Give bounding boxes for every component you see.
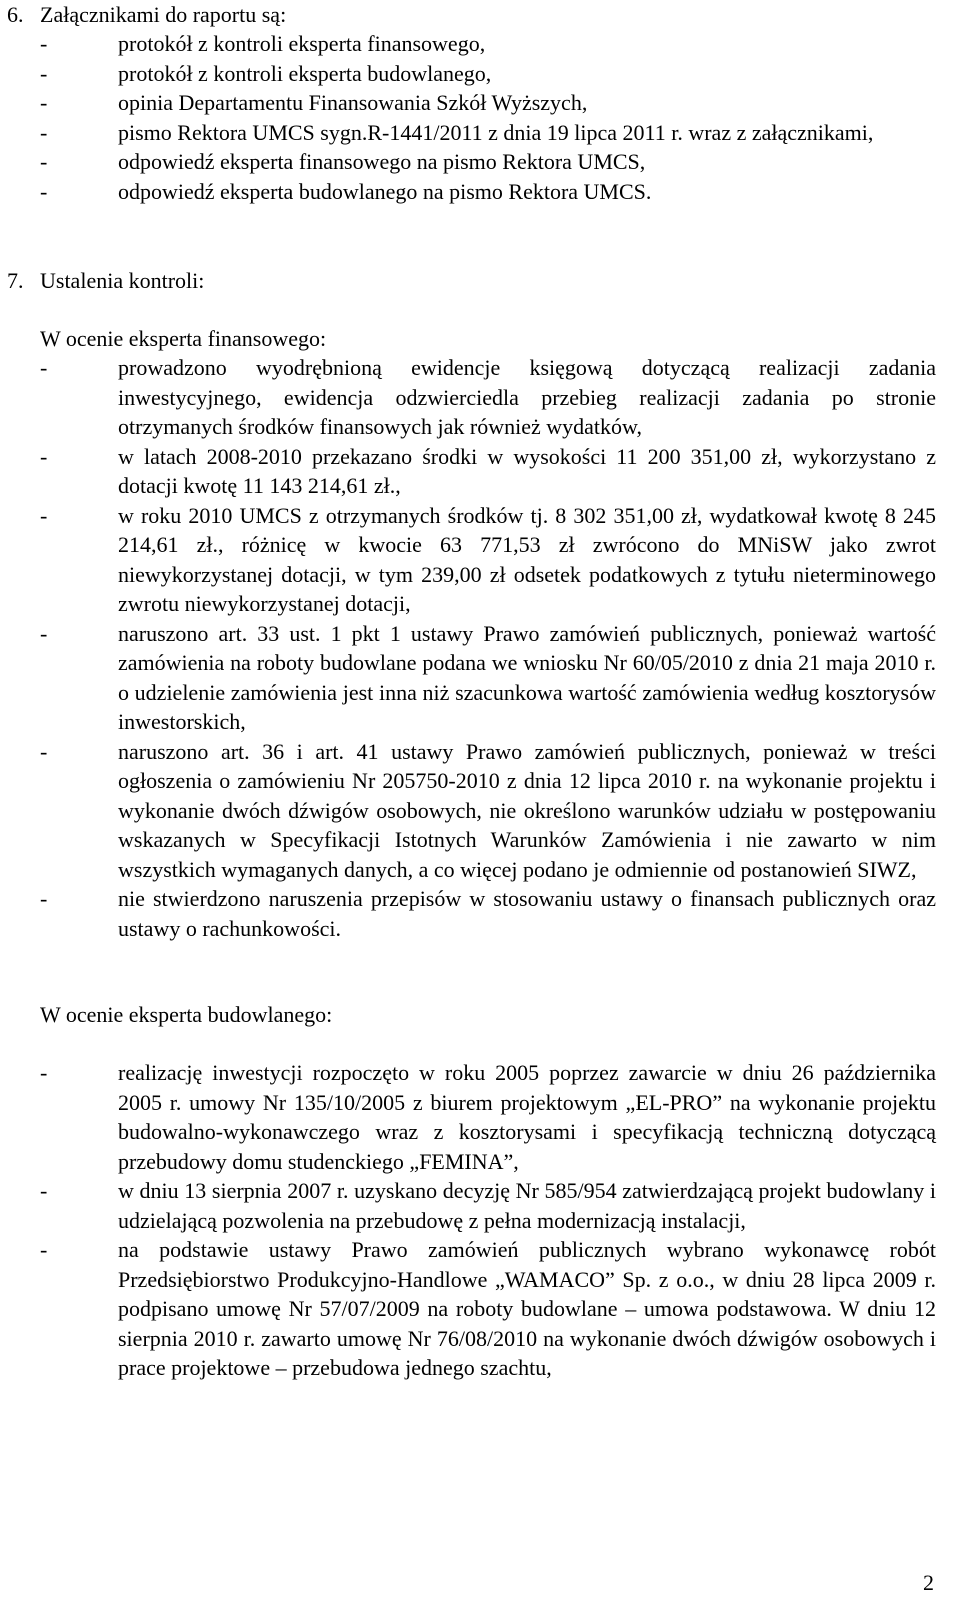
list-item-text: prowadzono wyodrębnioną ewidencje księgową dotyczącą realizacji zadania inwestycyjnego, ewidencja odzwierciedla przebieg realizacji zadania po stronie otrzymanych środków finansowych jak również wydatków, <box>118 355 936 439</box>
financial-expert-findings <box>40 353 936 943</box>
list-dash: - <box>40 1060 48 1085</box>
list-dash: - <box>40 178 48 204</box>
list-item-text: w roku 2010 UMCS z otrzymanych środków tj. 8 302 351,00 zł, wydatkował kwotę 8 245 214,61 zł., różnicę w kwocie 63 771,53 zł zwrócono do MNiSW jako zwrot niewykorzystanej dotacji, w tym 239,00 zł odsetek podatkowych z tytułu nieterminowego zwrotu niewykorzystanej dotacji, <box>118 502 936 616</box>
list-item <box>40 619 936 737</box>
list-item-text: pismo Rektora UMCS sygn.R-1441/2011 z dnia 19 lipca 2011 r. wraz z załącznikami, <box>118 119 874 145</box>
list-item <box>40 1058 936 1176</box>
list-item <box>40 88 936 118</box>
attachments-list <box>40 29 936 206</box>
list-item-text: naruszono art. 36 i art. 41 ustawy Prawo zamówień publicznych, ponieważ w treści ogłoszenia o zamówieniu Nr 205750-2010 z dnia 12 lipca 2010 r. na wykonanie projektu i wykonanie dwóch dźwigów osobowych, nie określono warunków udziału w postępowaniu wskazanych w Specyfikacji Istotnych Warunków Zamówienia i nie zawarto w nim wszystkich wymaganych danych, a co więcej podano je odmiennie od postanowień SIWZ, <box>118 738 936 882</box>
list-item-text: protokół z kontroli eksperta finansowego, <box>118 31 486 56</box>
construction-expert-findings <box>40 1058 936 1383</box>
financial-expert-heading: W ocenie eksperta finansowego: <box>40 326 327 351</box>
page-number: 2 <box>923 1570 934 1595</box>
list-item <box>40 501 936 619</box>
list-item <box>40 1235 936 1383</box>
list-dash: - <box>40 90 48 115</box>
list-dash: - <box>40 31 48 56</box>
list-dash: - <box>40 119 48 145</box>
list-dash: - <box>40 443 48 469</box>
section-7-number: 7. <box>7 268 24 293</box>
list-item <box>40 29 936 59</box>
list-item <box>40 118 936 148</box>
list-item-text: odpowiedź eksperta budowlanego na pismo Rektora UMCS. <box>118 178 652 204</box>
section-7-heading <box>7 266 204 296</box>
construction-expert-heading: W ocenie eksperta budowlanego: <box>40 1002 333 1027</box>
list-item-text: na podstawie ustawy Prawo zamówień publicznych wybrano wykonawcę robót Przedsiębiorstwo Produkcyjno-Handlowe „WAMACO” Sp. z o.o., w dniu 28 lipca 2009 r. podpisano umowę Nr 57/07/2009 na roboty budowlane – umowa podstawowa. W dniu 12 sierpnia 2010 r. zawarto umowę Nr 76/08/2010 na wykonanie dwóch dźwigów osobowych i prace projektowe – przebudowa jednego szachtu, <box>118 1237 936 1380</box>
list-item-text: naruszono art. 33 ust. 1 pkt 1 ustawy Prawo zamówień publicznych, ponieważ wartość zamówienia na roboty budowlane podana we wniosku Nr 60/05/2010 z dnia 21 maja 2010 r. o udzielenie zamówienia jest inna niż szacunkowa wartość zamówienia według kosztorysów inwestorskich, <box>118 620 936 734</box>
list-dash: - <box>40 886 48 911</box>
list-item <box>40 737 936 885</box>
list-dash: - <box>40 738 48 764</box>
list-item <box>40 59 936 89</box>
list-dash: - <box>40 1237 48 1262</box>
list-dash: - <box>40 149 48 174</box>
section-6-heading <box>7 0 286 30</box>
list-item-text: opinia Departamentu Finansowania Szkół Wyższych, <box>118 90 588 115</box>
section-7-title: Ustalenia kontroli: <box>40 268 205 293</box>
section-6-title: Załącznikami do raportu są: <box>40 2 287 27</box>
list-item-text: nie stwierdzono naruszenia przepisów w stosowaniu ustawy o finansach publicznych oraz ustawy o rachunkowości. <box>118 886 936 941</box>
list-item-text: w latach 2008-2010 przekazano środki w wysokości 11 200 351,00 zł, wykorzystano z dotacji kwotę 11 143 214,61 zł., <box>118 443 936 498</box>
list-item <box>40 884 936 943</box>
list-item <box>40 1176 936 1235</box>
list-item <box>40 442 936 501</box>
section-6-number: 6. <box>7 2 24 27</box>
list-item-text: realizację inwestycji rozpoczęto w roku 2005 poprzez zawarcie w dniu 26 października 2005 r. umowy Nr 135/10/2005 z biurem projektowym „EL-PRO” na wykonanie projektu budowalno-wykonawczego wraz z kosztorysami i specyfikacją techniczną dotyczącą przebudowy domu studenckiego „FEMINA”, <box>118 1060 936 1174</box>
list-dash: - <box>40 620 48 646</box>
list-item <box>40 353 936 442</box>
list-item <box>40 177 936 207</box>
list-item-text: odpowiedź eksperta finansowego na pismo Rektora UMCS, <box>118 149 646 174</box>
list-item <box>40 147 936 177</box>
list-dash: - <box>40 355 48 380</box>
list-dash: - <box>40 60 48 86</box>
list-dash: - <box>40 502 48 528</box>
list-dash: - <box>40 1178 48 1203</box>
list-item-text: w dniu 13 sierpnia 2007 r. uzyskano decyzję Nr 585/954 zatwierdzającą projekt budowlany i udzielającą pozwolenia na przebudowę z pełna modernizacją instalacji, <box>118 1178 936 1233</box>
list-item-text: protokół z kontroli eksperta budowlanego, <box>118 60 492 86</box>
